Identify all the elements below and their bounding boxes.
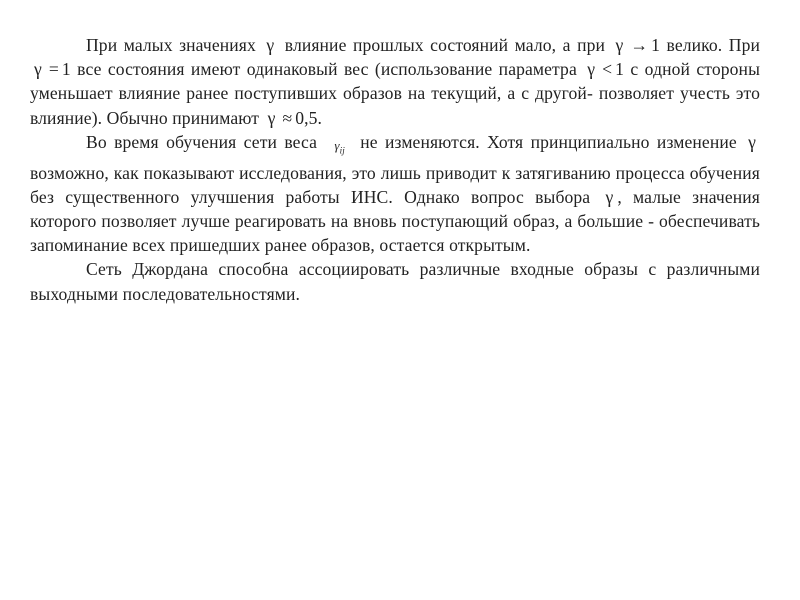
text-segment: возможно, как показывают исследования, это лишь приводит к затягиванию процесса обучения без существенного улучшения работы ИНС. Однако вопрос выбора: [30, 162, 760, 207]
gamma-symbol: γ: [587, 59, 596, 80]
math-value: 1: [615, 59, 625, 80]
text-segment: Во время обучения сети веса: [86, 131, 318, 152]
math-gamma-tends-to-one: [612, 35, 660, 55]
math-gamma: [744, 132, 760, 152]
text-segment: .: [317, 107, 323, 128]
gamma-symbol: γ: [266, 35, 275, 55]
math-value: 1: [61, 59, 71, 80]
math-gamma-less-one: [583, 59, 624, 79]
gamma-symbol: γ: [605, 186, 614, 207]
gamma-symbol: γ: [267, 107, 276, 128]
paragraph-gamma-influence: [30, 33, 760, 130]
paragraph-training-weights: [30, 130, 760, 258]
math-operator: <: [602, 59, 613, 80]
math-operator: →: [630, 35, 649, 55]
text-segment: не изменяются. Хотя принципиально изменение: [360, 131, 737, 152]
gamma-symbol: γ: [748, 131, 756, 152]
math-gamma: [601, 187, 617, 207]
gamma-symbol: γ: [34, 59, 42, 80]
gamma-symbol: γ: [615, 35, 624, 55]
text-segment: велико. При: [666, 35, 761, 55]
math-value: 0,5: [295, 107, 318, 128]
text-segment: При малых значениях: [86, 35, 256, 55]
paragraph-jordan-network: [30, 257, 760, 305]
text-segment: , малые значения которого позволяет лучше реагировать на вновь поступающий образ, а большие - обеспечивать запоминание всех пришедших ранее образов, остается открытым.: [30, 186, 761, 256]
math-gamma-equals-one: [30, 59, 71, 79]
math-gamma: [262, 35, 278, 55]
math-gamma-approx-half: [264, 108, 318, 128]
math-value: 1: [651, 35, 660, 55]
text-segment: с одной стороны уменьшает влияние ранее поступивших образов на текущий, а с другой- позволяет учесть это влияние). Обычно принимают: [30, 59, 760, 128]
text-segment: все состояния имеют одинаковый вес (использование параметра: [77, 59, 577, 80]
text-segment: влияние прошлых состояний мало, а при: [284, 35, 605, 55]
gamma-symbol: γ: [334, 137, 340, 153]
math-operator: ≈: [282, 107, 293, 128]
math-weight-gamma-ij: [334, 137, 345, 156]
text-segment: Сеть Джордана способна ассоциировать различные входные образы с различными выходными последовательностями.: [30, 259, 760, 304]
weight-subscript: ij: [339, 145, 345, 156]
document-body: [30, 33, 760, 306]
math-operator: =: [48, 59, 59, 80]
